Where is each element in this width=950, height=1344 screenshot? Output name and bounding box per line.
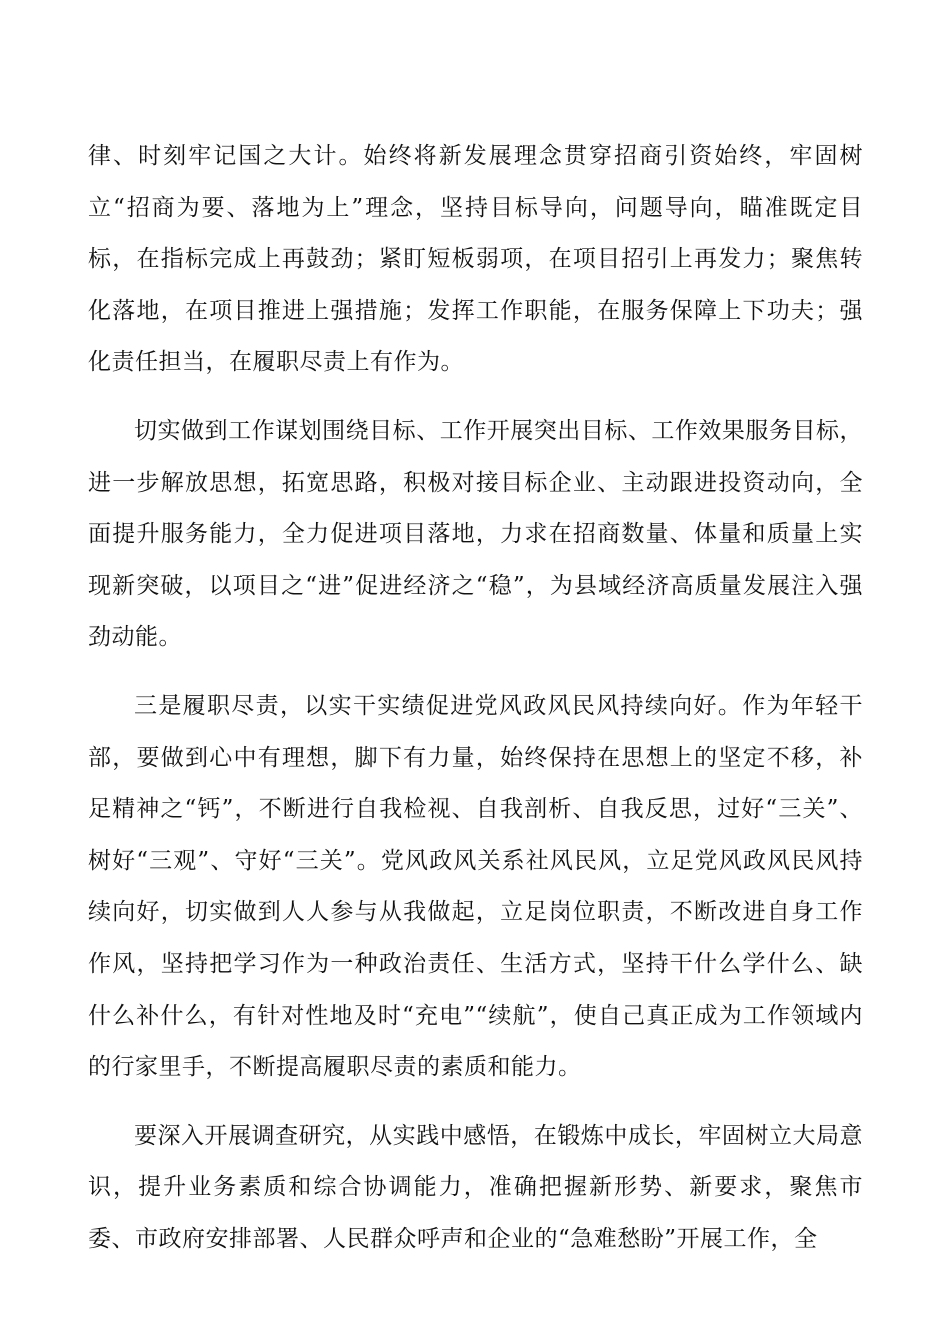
paragraph-1: 律、时刻牢记国之大计。始终将新发展理念贯穿招商引资始终，牢固树立“招商为要、落地为上”理念，坚持目标导向，问题导向，瞄准既定目标，在指标完成上再鼓劲；紧盯短板弱项，在项目招引上再发力；聚焦转化落地，在项目推进上强措施；发挥工作职能，在服务保障上下功夫；强化责任担当，在履职尽责上有作为。 bbox=[88, 143, 863, 376]
document-body bbox=[88, 131, 863, 1282]
paragraph-2: 切实做到工作谋划围绕目标、工作开展突出目标、工作效果服务目标，进一步解放思想，拓宽思路，积极对接目标企业、主动跟进投资动向，全面提升服务能力，全力促进项目落地，力求在招商数量、体量和质量上实现新突破，以项目之“进”促进经济之“稳”，为县域经济高质量发展注入强劲动能。 bbox=[88, 417, 863, 651]
paragraph-3: 三是履职尽责，以实干实绩促进党风政风民风持续向好。作为年轻干部，要做到心中有理想，脚下有力量，始终保持在思想上的坚定不移，补足精神之“钙”，不断进行自我检视、自我剖析、自我反思，过好“三关”、树好“三观”、守好“三关”。党风政风关系社风民风，立足党风政风民风持续向好，切实做到人人参与从我做起，立足岗位职责，不断改进自身工作作风，坚持把学习作为一种政治责任、生活方式，坚持干什么学什么、缺什么补什么，有针对性地及时“充电”“续航”，使自己真正成为工作领域内的行家里手，不断提高履职尽责的素质和能力。 bbox=[88, 692, 863, 1081]
paragraph-4: 要深入开展调查研究，从实践中感悟，在锻炼中成长，牢固树立大局意识，提升业务素质和综合协调能力，准确把握新形势、新要求，聚焦市委、市政府安排部署、人民群众呼声和企业的“急难愁盼”开展工作，全 bbox=[88, 1122, 863, 1252]
